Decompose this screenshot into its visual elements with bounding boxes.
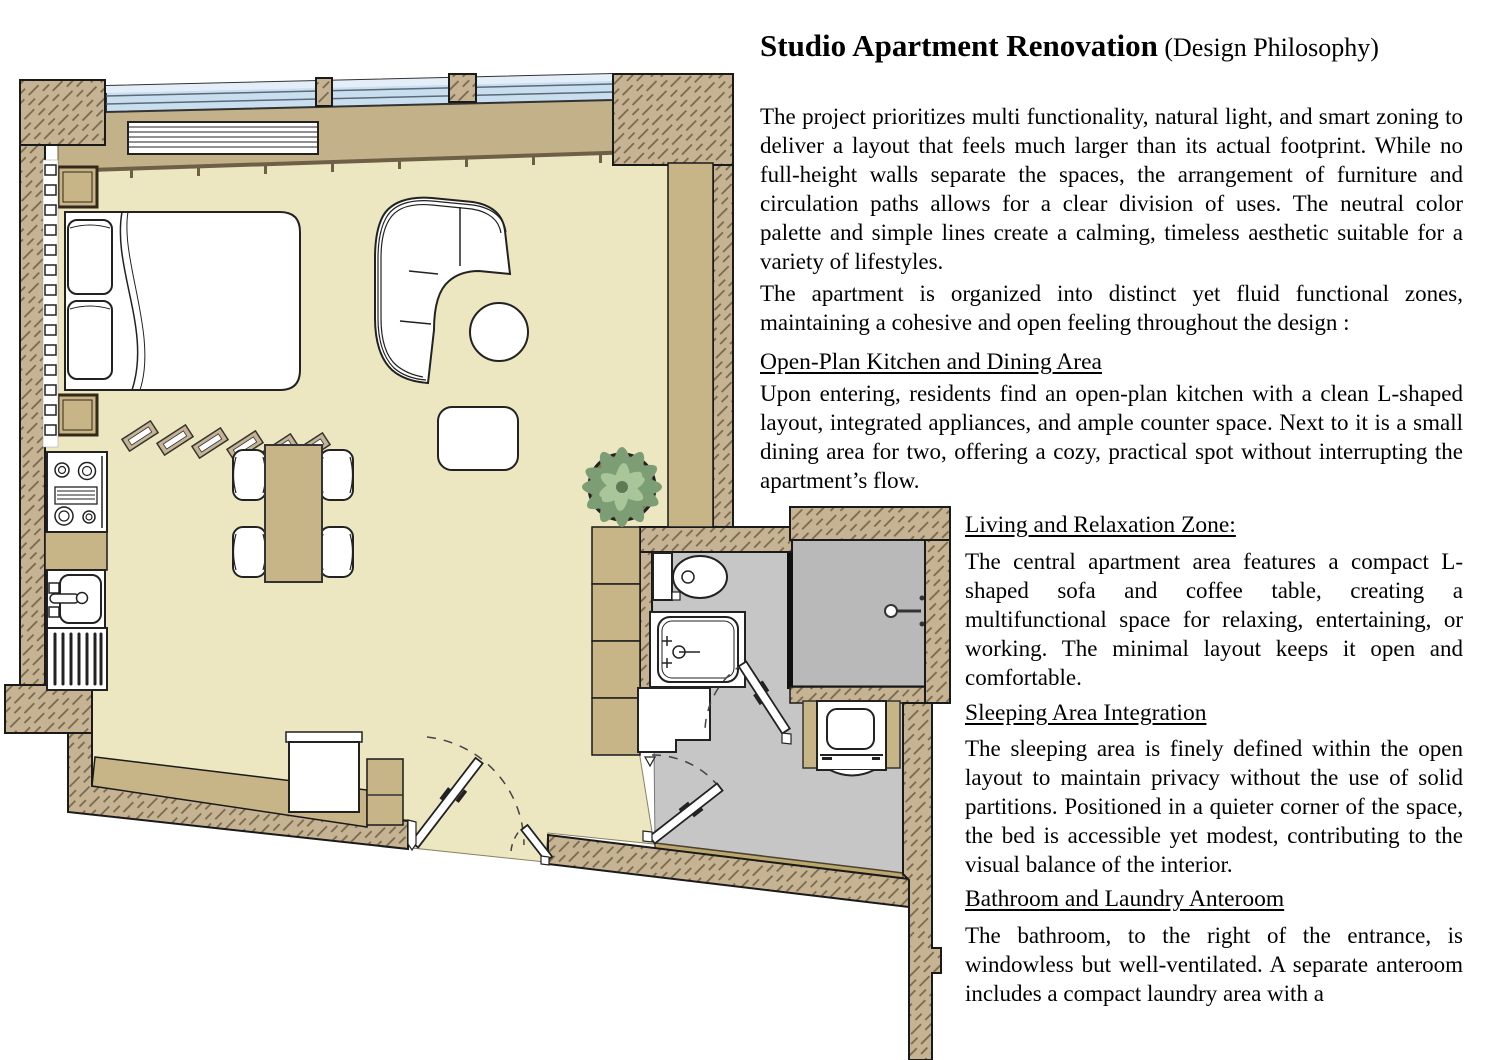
section-heading-bathroom: Bathroom and Laundry Anteroom: [965, 886, 1285, 912]
pillow-icon: [68, 301, 112, 379]
top-right-corner-wall: [613, 74, 733, 165]
left-step-wall: [5, 685, 92, 733]
wardrobe-icon: [592, 527, 640, 584]
entry-cabinet-block: [367, 759, 403, 825]
page-title: [760, 28, 1480, 64]
right-wall: [713, 165, 733, 527]
section-heading-kitchen: Open-Plan Kitchen and Dining Area: [760, 349, 1102, 375]
dining-table-icon: [265, 445, 322, 582]
title-main: Studio Apartment Renovation: [760, 28, 1158, 63]
title-sub: (Design Philosophy): [1157, 33, 1379, 62]
kitchen-sink-icon: [47, 570, 105, 628]
coffee-table-icon: [438, 407, 518, 470]
vanity-sink-icon: [650, 612, 745, 687]
section-body-bathroom: The bathroom, to the right of the entrance, is windowless but well-ventilated. A separate anteroom includes a compact laundry area with a: [965, 923, 1463, 1006]
radiator-icon: [128, 122, 318, 154]
bathroom-top-wall: [640, 527, 792, 552]
washing-machine-icon: [803, 701, 900, 776]
kitchen-counter: [45, 532, 107, 570]
section-body-kitchen: Upon entering, residents find an open-plan kitchen with a clean L-shaped layout, integrated appliances, and ample counter space. Next to it is a small dining area for two, offering a cozy, practical spot without interrupting the apartment’s flow.: [760, 381, 1463, 493]
bed-icon: [65, 212, 300, 390]
toilet-icon: [653, 553, 727, 600]
intro-paragraph-1: The project prioritizes multi functionality, natural light, and smart zoning to deliver a layout that feels much larger than its actual footprint. While no full-height walls separate the spaces, the arrangement of furniture and circulation paths allows for a clear division of uses. The neutral color palette and simple lines create a calming, timeless aesthetic suitable for a variety of lifestyles.: [760, 104, 1463, 274]
ledge: [668, 163, 713, 527]
top-left-corner-wall: [20, 80, 105, 145]
intro-paragraph-2: The apartment is organized into distinct yet fluid functional zones, maintaining a cohesive and open feeling throughout the design :: [760, 281, 1463, 335]
chair-icon: [233, 527, 266, 577]
section-body-sleeping: The sleeping area is finely defined within the open layout to maintain privacy without the use of solid partitions. Positioned in a quieter corner of the space, the bed is accessible yet modest, contributing to the visual balance of the interior.: [965, 736, 1463, 877]
section-body-living: The central apartment area features a compact L-shaped sofa and coffee table, creating a multifunctional space for relaxing, entertaining, or working. The minimal layout keeps it open and comfortable.: [965, 549, 1463, 690]
chair-icon: [233, 450, 266, 500]
chair-icon: [320, 527, 353, 577]
wardrobe-icon: [592, 641, 640, 698]
side-table-icon: [470, 303, 528, 361]
entry-cabinet-icon: [286, 732, 362, 812]
wall-radiator-icon: [43, 160, 58, 447]
left-wall: [20, 80, 45, 733]
wardrobe-icon: [592, 698, 640, 755]
stove-icon: [47, 452, 107, 532]
section-heading-living: Living and Relaxation Zone:: [965, 512, 1236, 538]
wardrobe-icon: [592, 584, 640, 641]
section-heading-sleeping: Sleeping Area Integration: [965, 700, 1207, 726]
shower-icon: [790, 538, 925, 689]
dish-drainer-icon: [47, 628, 107, 690]
chair-icon: [320, 450, 353, 500]
pillow-icon: [68, 220, 112, 294]
lower-right-wall: [903, 703, 941, 1060]
shower-top-wall: [790, 507, 950, 540]
